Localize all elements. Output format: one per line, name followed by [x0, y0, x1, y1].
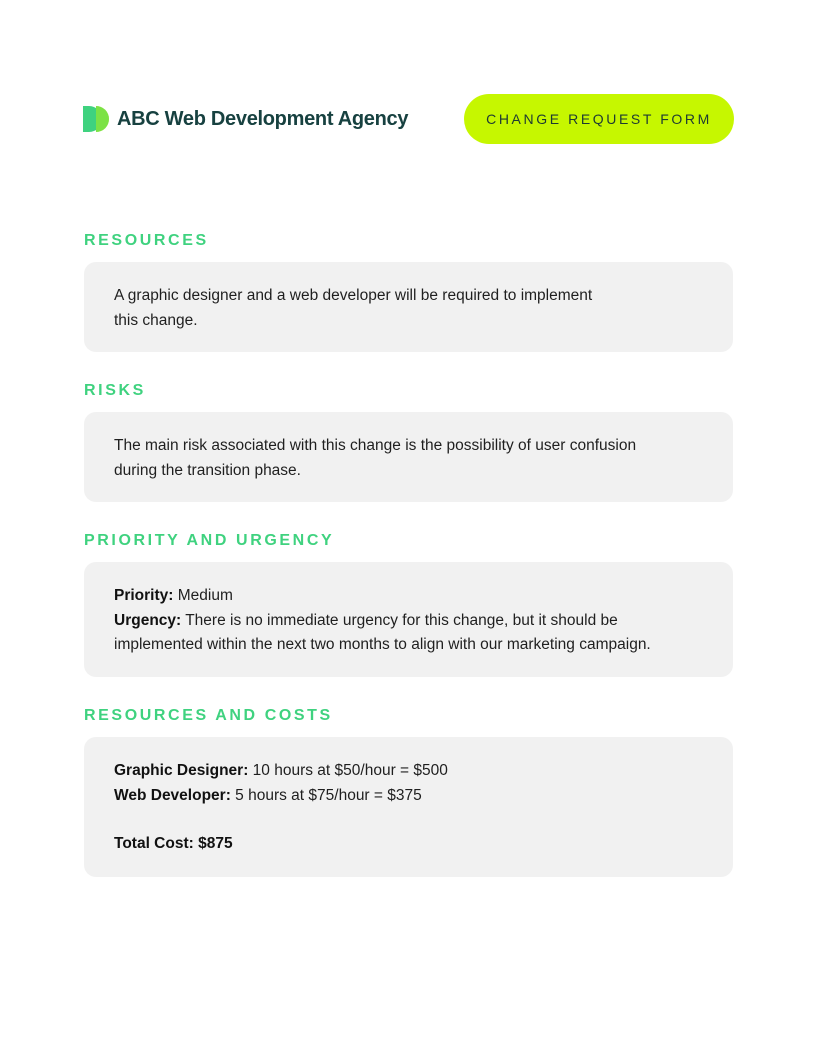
priority-value: Medium: [173, 587, 233, 604]
urgency-value-line-1: There is no immediate urgency for this change, but it should be: [181, 611, 618, 629]
designer-label: Graphic Designer:: [114, 762, 249, 779]
risks-text-line-1: The main risk associated with this change is the possibility of user confusion: [114, 437, 637, 454]
section-title-resources-costs: RESOURCES AND COSTS: [84, 707, 333, 724]
priority-line: [114, 584, 703, 609]
priority-label: Priority:: [114, 587, 174, 604]
risks-card: [84, 412, 733, 502]
form-title-badge: CHANGE REQUEST FORM: [464, 94, 734, 144]
total-cost-line: [114, 832, 703, 857]
resources-card: [84, 262, 733, 352]
brand-name: ABC Web Development Agency: [117, 107, 409, 130]
designer-cost-line: [114, 759, 703, 784]
section-title-resources: RESOURCES: [84, 232, 209, 249]
urgency-line: [114, 609, 703, 634]
risks-text-line-2: during the transition phase.: [114, 461, 301, 479]
resources-text-line-2: this change.: [114, 311, 198, 329]
developer-label: Web Developer:: [114, 786, 231, 804]
section-title-priority-urgency: PRIORITY AND URGENCY: [84, 532, 335, 549]
developer-cost-line: [114, 784, 703, 809]
priority-urgency-card: [84, 562, 733, 677]
page-header: [83, 94, 734, 144]
total-cost: Total Cost: $875: [114, 835, 233, 852]
developer-value: 5 hours at $75/hour = $375: [230, 786, 422, 804]
logo-icon: [83, 106, 111, 132]
spacer: [114, 808, 703, 832]
section-title-risks: RISKS: [84, 382, 146, 399]
brand-logo: [83, 104, 408, 134]
urgency-label: Urgency:: [114, 611, 182, 629]
designer-value: 10 hours at $50/hour = $500: [248, 762, 448, 779]
resources-text-line-1: A graphic designer and a web developer will be required to implement: [114, 287, 593, 304]
urgency-value-line-2: implemented within the next two months to align with our marketing campaign.: [114, 636, 651, 653]
resources-costs-card: [84, 737, 733, 877]
